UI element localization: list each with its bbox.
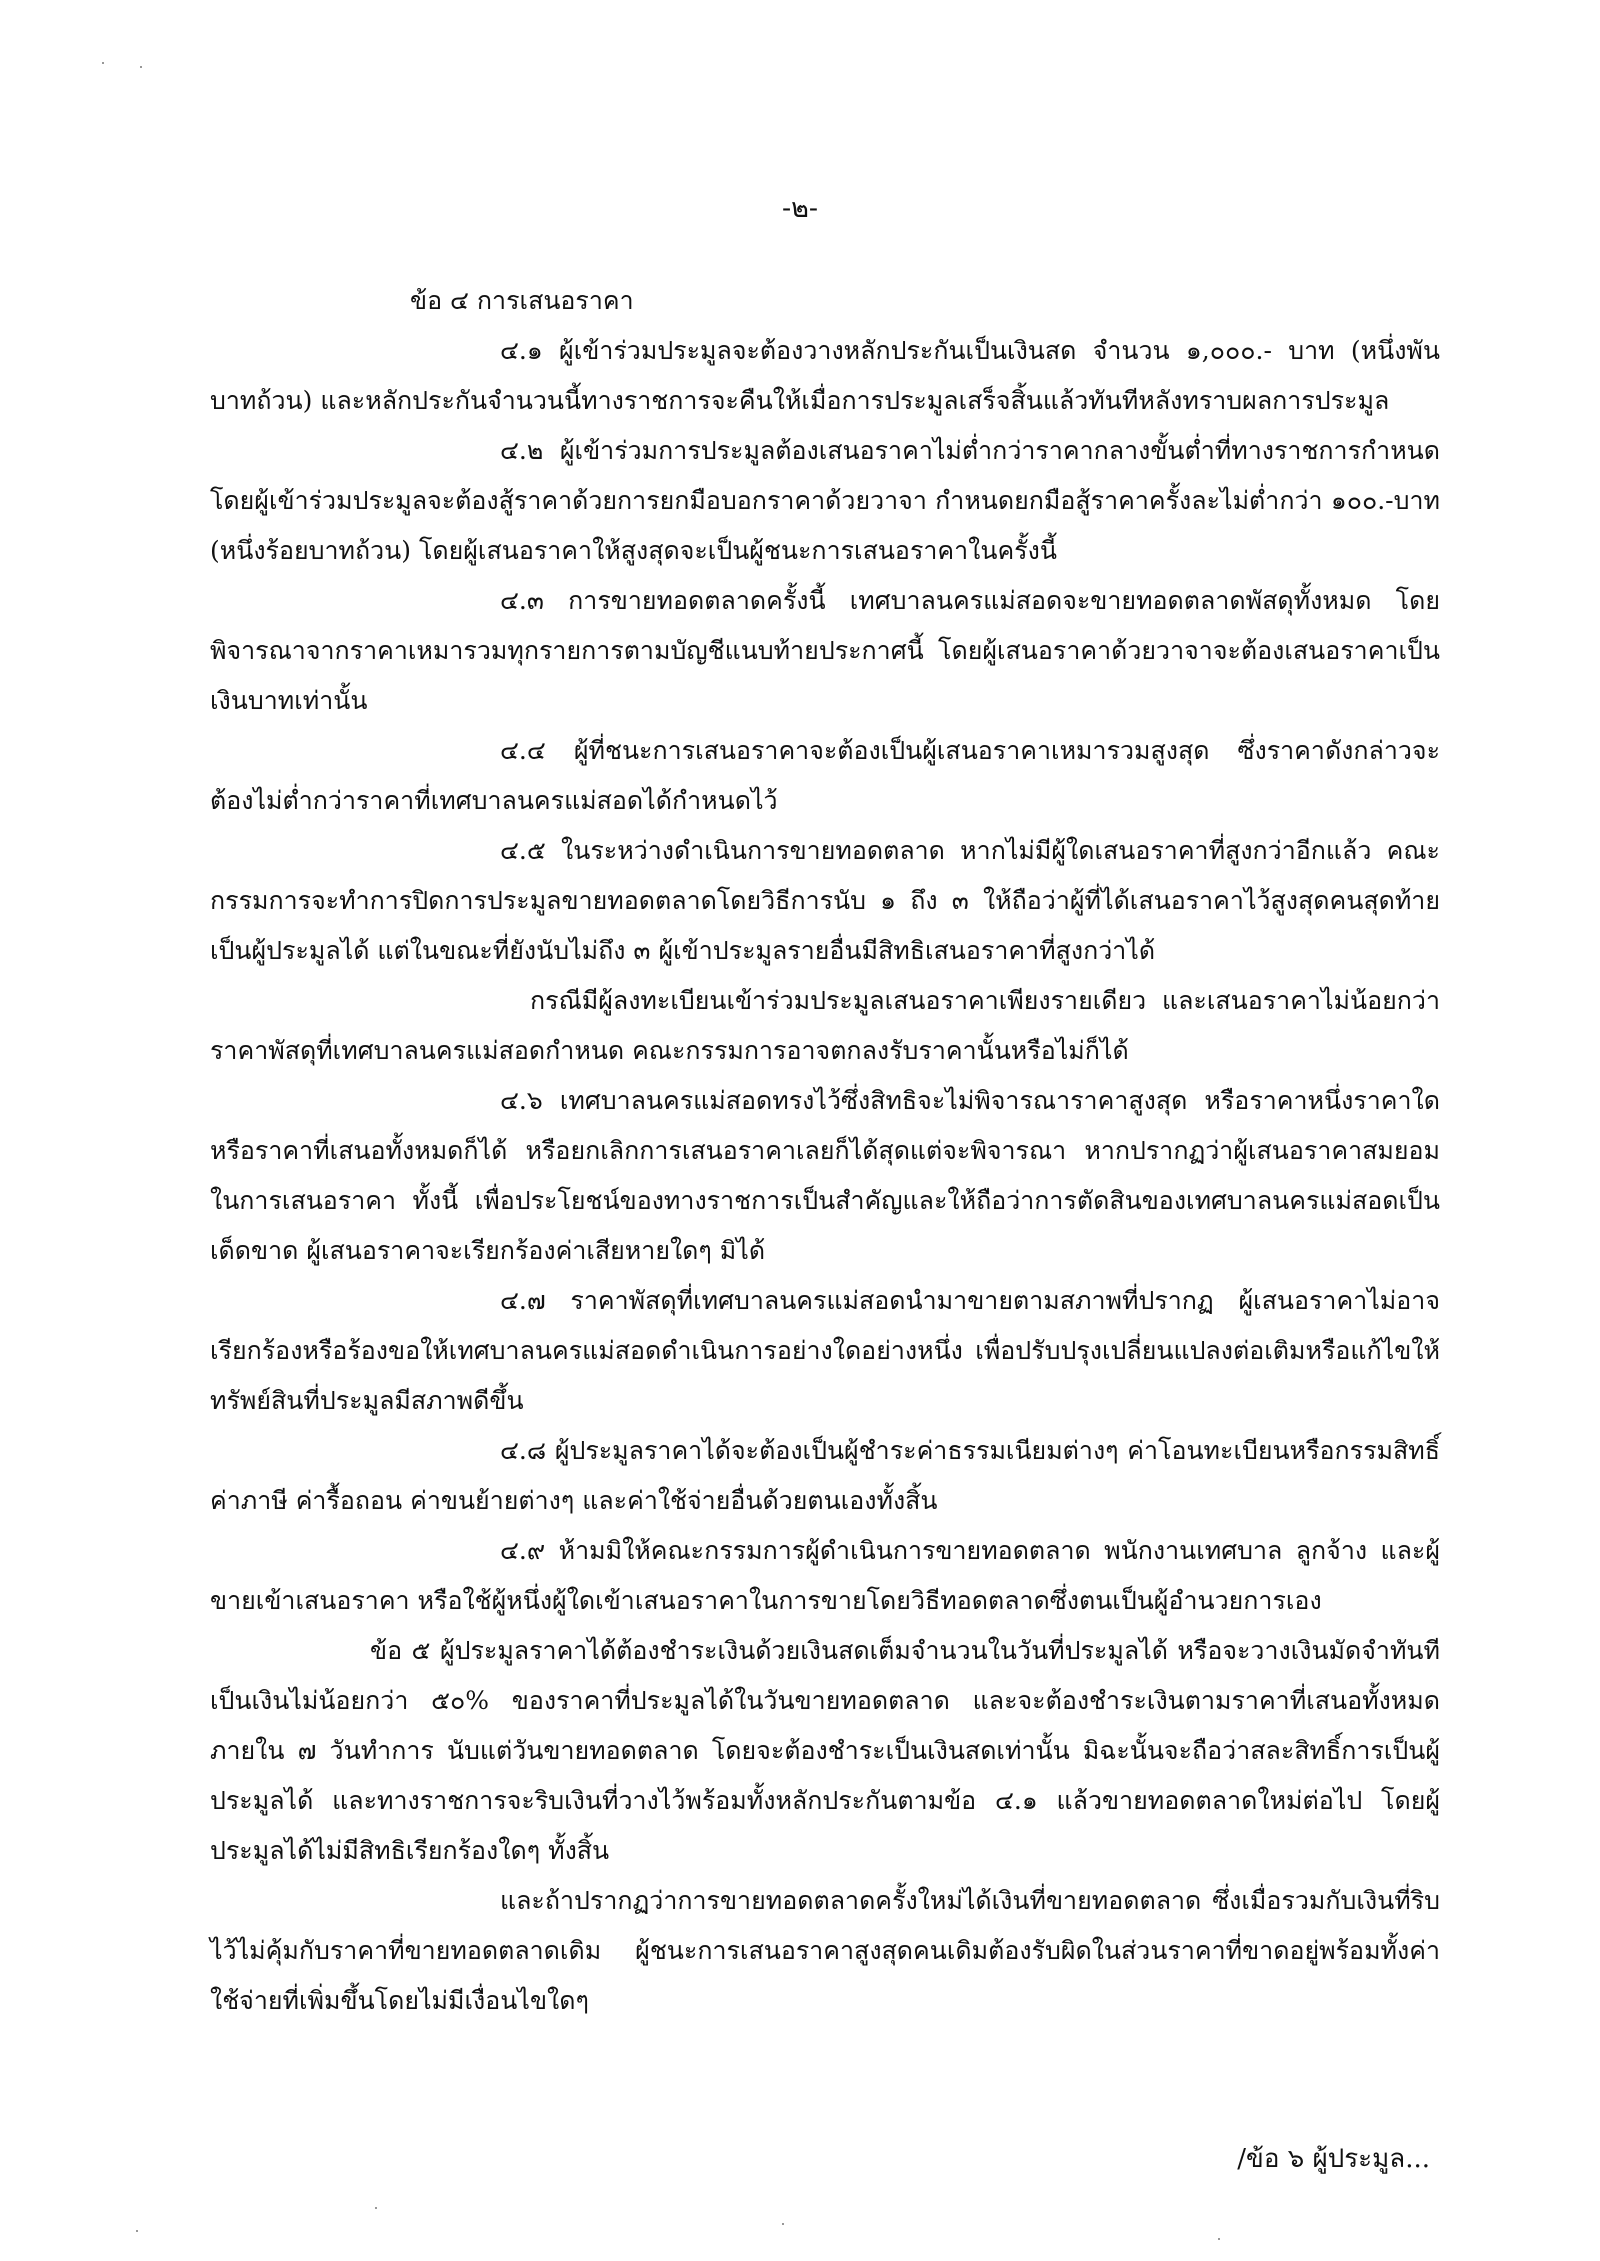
clause-4-5: ๔.๕ ในระหว่างดำเนินการขายทอดตลาด หากไม่มีผู้ใดเสนอราคาที่สูงกว่าอีกแล้ว คณะกรรมการจะทำการปิดการประมูลขายทอดตลาดโดยวิธีการนับ ๑ ถึง ๓ ให้ถือว่าผู้ที่ได้เสนอราคาไว้สูงสุดคนสุดท้ายเป็นผู้ประมูลได้ แต่ในขณะที่ยังนับไม่ถึง ๓ ผู้เข้าประมูลรายอื่นมีสิทธิเสนอราคาที่สูงกว่าได้ (210, 836, 1440, 965)
clause-4-4: ๔.๔ ผู้ที่ชนะการเสนอราคาจะต้องเป็นผู้เสนอราคาเหมารวมสูงสุด ซึ่งราคาดังกล่าวจะต้องไม่ต่ำกว่าราคาที่เทศบาลนครแม่สอดได้กำหนดไว้ (210, 736, 1440, 815)
clause-4-9: ๔.๙ ห้ามมิให้คณะกรรมการผู้ดำเนินการขายทอดตลาด พนักงานเทศบาล ลูกจ้าง และผู้ขายเข้าเสนอราคา หรือใช้ผู้หนึ่งผู้ใดเข้าเสนอราคาในการขายโดยวิธีทอดตลาดซึ่งตนเป็นผู้อำนวยการเอง (210, 1536, 1440, 1615)
clause-4-5-case: กรณีมีผู้ลงทะเบียนเข้าร่วมประมูลเสนอราคาเพียงรายเดียว และเสนอราคาไม่น้อยกว่าราคาพัสดุที่เทศบาลนครแม่สอดกำหนด คณะกรรมการอาจตกลงรับราคานั้นหรือไม่ก็ได้ (210, 986, 1440, 1065)
clause-4-6: ๔.๖ เทศบาลนครแม่สอดทรงไว้ซึ่งสิทธิจะไม่พิจารณาราคาสูงสุด หรือราคาหนึ่งราคาใดหรือราคาที่เสนอทั้งหมดก็ได้ หรือยกเลิกการเสนอราคาเลยก็ได้สุดแต่จะพิจารณา หากปรากฏว่าผู้เสนอราคาสมยอมในการเสนอราคา ทั้งนี้ เพื่อประโยชน์ของทางราชการเป็นสำคัญและให้ถือว่าการตัดสินของเทศบาลนครแม่สอดเป็นเด็ดขาด ผู้เสนอราคาจะเรียกร้องค่าเสียหายใดๆ มิได้ (210, 1086, 1440, 1265)
clause-4-2: ๔.๒ ผู้เข้าร่วมการประมูลต้องเสนอราคาไม่ต่ำกว่าราคากลางขั้นต่ำที่ทางราชการกำหนด โดยผู้เข้าร่วมประมูลจะต้องสู้ราคาด้วยการยกมือบอกราคาด้วยวาจา กำหนดยกมือสู้ราคาครั้งละไม่ต่ำกว่า ๑๐๐.-บาท (หนึ่งร้อยบาทถ้วน) โดยผู้เสนอราคาให้สูงสุดจะเป็นผู้ชนะการเสนอราคาในครั้งนี้ (210, 436, 1440, 565)
clause-4-1: ๔.๑ ผู้เข้าร่วมประมูลจะต้องวางหลักประกันเป็นเงินสด จำนวน ๑,๐๐๐.- บาท (หนึ่งพันบาทถ้วน) และหลักประกันจำนวนนี้ทางราชการจะคืนให้เมื่อการประมูลเสร็จสิ้นแล้วทันทีหลังทราบผลการประมูล (210, 336, 1440, 415)
article-5: ข้อ ๕ ผู้ประมูลราคาได้ต้องชำระเงินด้วยเงินสดเต็มจำนวนในวันที่ประมูลได้ หรือจะวางเงินมัดจำทันทีเป็นเงินไม่น้อยกว่า ๕๐% ของราคาที่ประมูลได้ในวันขายทอดตลาด และจะต้องชำระเงินตามราคาที่เสนอทั้งหมดภายใน ๗ วันทำการ นับแต่วันขายทอดตลาด โดยจะต้องชำระเป็นเงินสดเท่านั้น มิฉะนั้นจะถือว่าสละสิทธิ์การเป็นผู้ประมูลได้ และทางราชการจะริบเงินที่วางไว้พร้อมทั้งหลักประกันตามข้อ ๔.๑ แล้วขายทอดตลาดใหม่ต่อไป โดยผู้ประมูลได้ไม่มีสิทธิเรียกร้องใดๆ ทั้งสิ้น (210, 1636, 1440, 1865)
clause-4-3: ๔.๓ การขายทอดตลาดครั้งนี้ เทศบาลนครแม่สอดจะขายทอดตลาดพัสดุทั้งหมด โดยพิจารณาจากราคาเหมารวมทุกรายการตามบัญชีแนบท้ายประกาศนี้ โดยผู้เสนอราคาด้วยวาจาจะต้องเสนอราคาเป็นเงินบาทเท่านั้น (210, 586, 1440, 715)
section-heading: ข้อ ๔ การเสนอราคา (410, 286, 634, 315)
clause-4-8: ๔.๘ ผู้ประมูลราคาได้จะต้องเป็นผู้ชำระค่าธรรมเนียมต่างๆ ค่าโอนทะเบียนหรือกรรมสิทธิ์ ค่าภาษี ค่ารื้อถอน ค่าขนย้ายต่างๆ และค่าใช้จ่ายอื่นด้วยตนเองทั้งสิ้น (210, 1436, 1440, 1515)
page-number: -๒- (781, 193, 819, 224)
clause-4-7: ๔.๗ ราคาพัสดุที่เทศบาลนครแม่สอดนำมาขายตามสภาพที่ปรากฏ ผู้เสนอราคาไม่อาจเรียกร้องหรือร้องขอให้เทศบาลนครแม่สอดดำเนินการอย่างใดอย่างหนึ่ง เพื่อปรับปรุงเปลี่ยนแปลงต่อเติมหรือแก้ไขให้ทรัพย์สินที่ประมูลมีสภาพดีขึ้น (210, 1286, 1440, 1415)
article-5-continuation: และถ้าปรากฏว่าการขายทอดตลาดครั้งใหม่ได้เงินที่ขายทอดตลาด ซึ่งเมื่อรวมกับเงินที่ริบไว้ไม่คุ้มกับราคาที่ขายทอดตลาดเดิม ผู้ชนะการเสนอราคาสูงสุดคนเดิมต้องรับผิดในส่วนราคาที่ขาดอยู่พร้อมทั้งค่าใช้จ่ายที่เพิ่มขึ้นโดยไม่มีเงื่อนไขใดๆ (210, 1886, 1440, 2015)
body-text (210, 276, 1440, 2026)
continuation-note: /ข้อ ๖ ผู้ประมูล... (1237, 2144, 1430, 2174)
